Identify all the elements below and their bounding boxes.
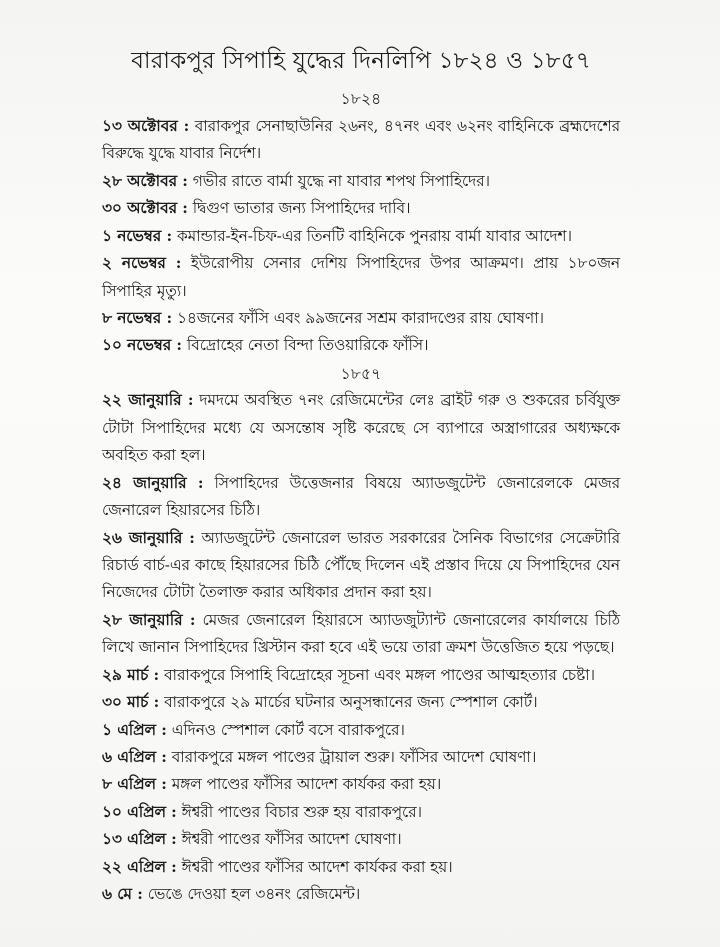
year-heading: ১৮৫৭	[340, 363, 382, 383]
entry-text: এদিনও স্পেশাল কোর্ট বসে বারাকপুরে।	[171, 720, 405, 739]
entry-date: ৮ এপ্রিল :	[102, 775, 167, 794]
entry-text: মঙ্গল পাণ্ডের ফাঁসির আদেশ কার্যকর করা হয়।	[171, 775, 442, 794]
entry-date: ১ এপ্রিল :	[102, 720, 167, 739]
timeline-entry	[102, 607, 620, 662]
entry-text: ঈশ্বরী পাণ্ডের বিচার শুরু হয় বারাকপুরে।	[181, 802, 422, 821]
document-page	[102, 44, 620, 909]
timeline	[102, 85, 620, 908]
timeline-entry	[102, 387, 620, 469]
entry-text: দমদমে অবস্থিত ৭নং রেজিমেন্টের লেঃ ব্রাইট গরু ও শুকরের চর্বিযুক্ত টোটা সিপাহিদের মধ্যে যে অসন্তোষ সৃষ্টি করেছে সে ব্যাপারে অস্ত্রাগারের অধ্যক্ষকে অবহিত করা হল।	[102, 391, 620, 465]
entry-text: বারাকপুরে ২৯ মার্চের ঘটনার অনুসন্ধানের জন্য স্পেশাল কোর্ট।	[164, 693, 538, 712]
entry-date: ৩০ মার্চ :	[102, 693, 160, 712]
timeline-entry	[102, 662, 620, 689]
entry-date: ২২ এপ্রিল :	[102, 857, 177, 876]
entry-text: ঈশ্বরী পাণ্ডের ফাঁসির আদেশ ঘোষণা।	[181, 830, 402, 849]
entry-text: ভেঙে দেওয়া হল ৩৪নং রেজিমেন্ট।	[147, 885, 361, 904]
timeline-entry	[102, 223, 620, 250]
entry-date: ২৮ অক্টোবর :	[102, 171, 188, 190]
timeline-entry	[102, 689, 620, 716]
timeline-entry	[102, 799, 620, 826]
entry-date: ১৩ অক্টোবর :	[102, 116, 190, 135]
entry-date: ৬ মে :	[102, 885, 143, 904]
entry-text: বারাকপুরে মঙ্গল পাণ্ডের ট্রায়াল শুরু। ফাঁসির আদেশ ঘোষণা।	[171, 748, 537, 767]
entry-text: অ্যাডজুটেন্ট জেনারেল ভারত সরকারের সৈনিক বিভাগের সেক্রেটারি রিচার্ড বার্চ-এর কাছে হিয়ারসের চিঠি পৌঁছে দিলেন এই প্রস্তাব দিয়ে যে সিপাহিদের যেন নিজেদের টোটা তৈলাক্ত করার অধিকার প্রদান করা হয়।	[102, 528, 620, 602]
timeline-entry	[102, 332, 620, 359]
entry-text: মেজর জেনারেল হিয়ারসে অ্যাডজুট্যান্ট জেনারেলের কার্যালয়ে চিঠি লিখে জানান সিপাহিদের খ্রিস্টান করা হবে এই ভয়ে তারা ক্রমশ উত্তেজিত হয়ে পড়ছে।	[102, 610, 620, 657]
timeline-entry	[102, 305, 620, 332]
entry-date: ২৪ জানুয়ারি :	[102, 473, 204, 492]
entry-date: ৮ নভেম্বর :	[102, 308, 173, 327]
entry-date: ৩০ অক্টোবর :	[102, 199, 188, 218]
entry-date: ১ নভেম্বর :	[102, 226, 173, 245]
entry-date: ১৩ এপ্রিল :	[102, 830, 177, 849]
timeline-entry	[102, 470, 620, 525]
entry-text: ঈশ্বরী পাণ্ডের ফাঁসির আদেশ কার্যকর করা হয়।	[181, 857, 453, 876]
entry-text: বিদ্রোহের নেতা বিন্দা তিওয়ারিকে ফাঁসি।	[186, 336, 429, 355]
entry-date: ১০ এপ্রিল :	[102, 802, 177, 821]
entry-date: ২ নভেম্বর :	[102, 254, 182, 273]
entry-text: দ্বিগুণ ভাতার জন্য সিপাহিদের দাবি।	[192, 199, 411, 218]
timeline-entry	[102, 195, 620, 222]
timeline-entry	[102, 744, 620, 771]
timeline-entry	[102, 854, 620, 881]
entry-text: ১৪জনের ফাঁসি এবং ৯৯জনের সশ্রম কারাদণ্ডের রায় ঘোষণা।	[176, 308, 544, 327]
entry-text: গভীর রাতে বার্মা যুদ্ধে না যাবার শপথ সিপাহিদের।	[192, 171, 490, 190]
entry-text: বারাকপুর সেনাছাউনির ২৬নং, ৪৭নং এবং ৬২নং বাহিনিকে ব্রহ্মদেশের বিরুদ্ধে যুদ্ধে যাবার নির্দেশ।	[102, 116, 621, 163]
year-section	[102, 360, 620, 909]
entry-date: ২২ জানুয়ারি :	[102, 391, 194, 410]
entry-date: ২৮ জানুয়ারি :	[102, 610, 196, 629]
entry-date: ৬ এপ্রিল :	[102, 748, 167, 767]
timeline-entry	[102, 771, 620, 798]
entry-text: ইউরোপীয় সেনার দেশিয় সিপাহিদের উপর আক্রমণ। প্রায় ১৮০জন সিপাহির মৃত্যু।	[102, 254, 620, 300]
entry-date: ২৯ মার্চ :	[102, 665, 160, 684]
page-title: বারাকপুর সিপাহি যুদ্ধের দিনলিপি ১৮২৪ ও ১৮৫৭	[131, 48, 591, 74]
year-heading: ১৮২৪	[340, 89, 382, 109]
timeline-entry	[102, 717, 620, 744]
timeline-entry	[102, 250, 620, 305]
timeline-entry	[102, 826, 620, 853]
year-section	[102, 85, 620, 359]
timeline-entry	[102, 113, 620, 168]
timeline-entry	[102, 881, 620, 908]
entry-date: ২৬ জানুয়ারি :	[102, 528, 195, 547]
entry-date: ১০ নভেম্বর :	[102, 336, 183, 355]
timeline-entry	[102, 168, 620, 195]
entry-text: কমান্ডার-ইন-চিফ-এর তিনটি বাহিনিকে পুনরায় বার্মা যাবার আদেশ।	[176, 226, 572, 245]
entry-text: বারাকপুরে সিপাহি বিদ্রোহের সূচনা এবং মঙ্গল পাণ্ডের আত্মহত্যার চেষ্টা।	[164, 665, 595, 684]
timeline-entry	[102, 525, 620, 607]
entry-text: সিপাহিদের উত্তেজনার বিষয়ে অ্যাডজুটেন্ট জেনারেলকে মেজর জেনারেল হিয়ারসের চিঠি।	[102, 473, 621, 520]
